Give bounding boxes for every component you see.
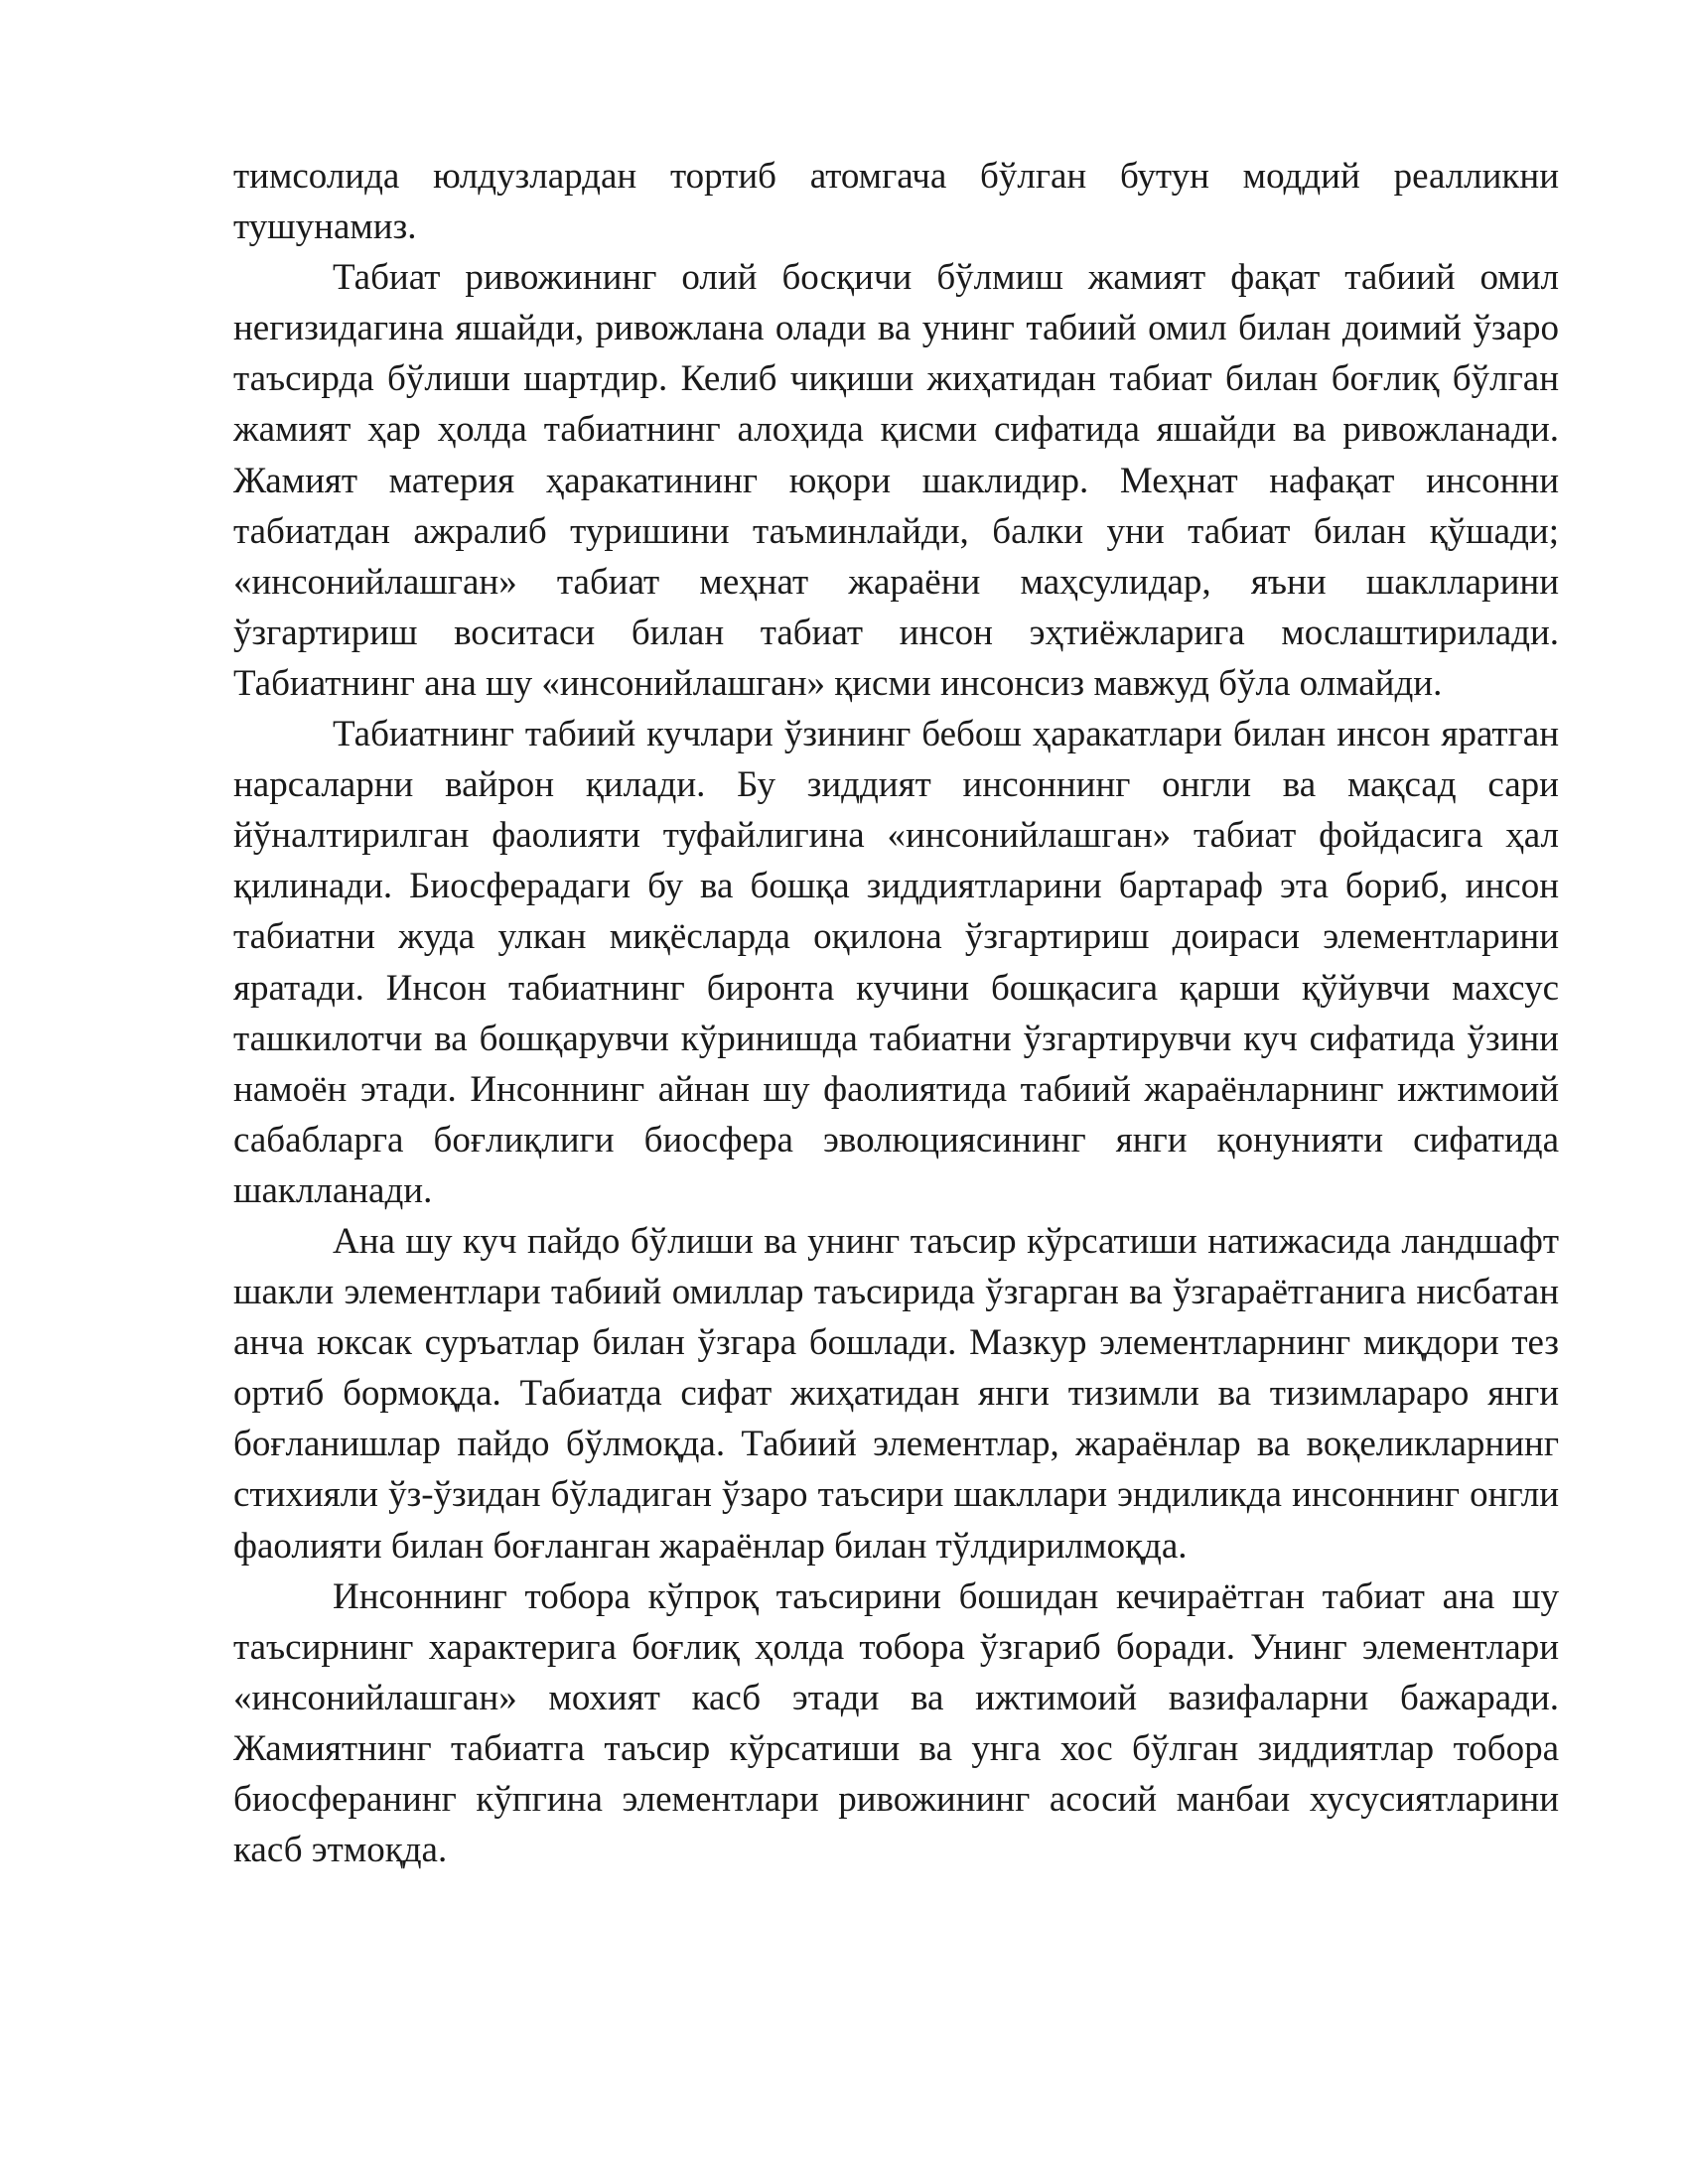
- paragraph-natural-forces: Табиатнинг табиий кучлари ўзининг бебош ҳаракатлари билан инсон яратган нарсаларни вайрон қилади. Бу зиддият инсоннинг онгли ва мақсад сари йўналтирилган фаолияти туфайлигина «инсонийлашган» табиат фойдасига ҳал қилинади. Биосферадаги бу ва бошқа зиддиятларини бартараф эта бориб, инсон табиатни жуда улкан миқёсларда оқилона ўзгартириш доираси элементларини яратади. Инсон табиатнинг биронта кучини бошқасига қарши қўйувчи махсус ташкилотчи ва бошқарувчи кўринишда табиатни ўзгартирувчи куч сифатида ўзини намоён этади. Инсоннинг айнан шу фаолиятида табиий жараёнларнинг ижтимоий сабабларга боғлиқлиги биосфера эволюциясининг янги қонунияти сифатида шаклланади.: [233, 714, 1559, 1211]
- paragraph-human-influence: Инсоннинг тобора кўпроқ таъсирини бошидан кечираётган табиат ана шу таъсирнинг характерига боғлиқ ҳолда тобора ўзгариб боради. Унинг элементлари «инсонийлашган» мохият касб этади ва ижтимоий вазифаларни бажаради. Жамиятнинг табиатга таъсир кўрсатиши ва унга хос бўлган зиддиятлар тобора биосферанинг кўпгина элементлари ривожининг асосий манбаи хусусиятларини касб этмоқда.: [233, 1575, 1559, 1871]
- paragraph-continuation: тимсолида юлдузлардан тортиб атомгача бўлган бутун моддий реалликни тушунамиз.: [233, 156, 1559, 248]
- paragraph-landscape-elements: Ана шу куч пайдо бўлиши ва унинг таъсир кўрсатиши натижасида ландшафт шакли элементлари табиий омиллар таъсирида ўзгарган ва ўзгараётганига нисбатан анча юксак суръатлар билан ўзгара бошлади. Мазкур элементларнинг миқдори тез ортиб бормоқда. Табиатда сифат жиҳатидан янги тизимли ва тизимлараро янги боғланишлар пайдо бўлмоқда. Табиий элементлар, жараёнлар ва воқеликларнинг стихияли ўз-ўзидан бўладиган ўзаро таъсири шакллари эндиликда инсоннинг онгли фаолияти билан боғланган жараёнлар билан тўлдирилмоқда.: [233, 1220, 1559, 1567]
- paragraph-society-nature: Табиат ривожининг олий босқичи бўлмиш жамият фақат табиий омил негизидагина яшайди, ривожлана олади ва унинг табиий омил билан доимий ўзаро таъсирда бўлиши шартдир. Келиб чиқиши жиҳатидан табиат билан боғлиқ бўлган жамият ҳар ҳолда табиатнинг алоҳида қисми сифатида яшайди ва ривожланади. Жамият материя ҳаракатининг юқори шаклидир. Меҳнат нафақат инсонни табиатдан ажралиб туришини таъминлайди, балки уни табиат билан қўшади; «инсонийлашган» табиат меҳнат жараёни маҳсулидар, яъни шаклларини ўзгартириш воситаси билан табиат инсон эҳтиёжларига мослаштирилади. Табиатнинг ана шу «инсонийлашган» қисми инсонсиз мавжуд бўла олмайди.: [233, 257, 1559, 704]
- document-body: [233, 151, 1559, 1875]
